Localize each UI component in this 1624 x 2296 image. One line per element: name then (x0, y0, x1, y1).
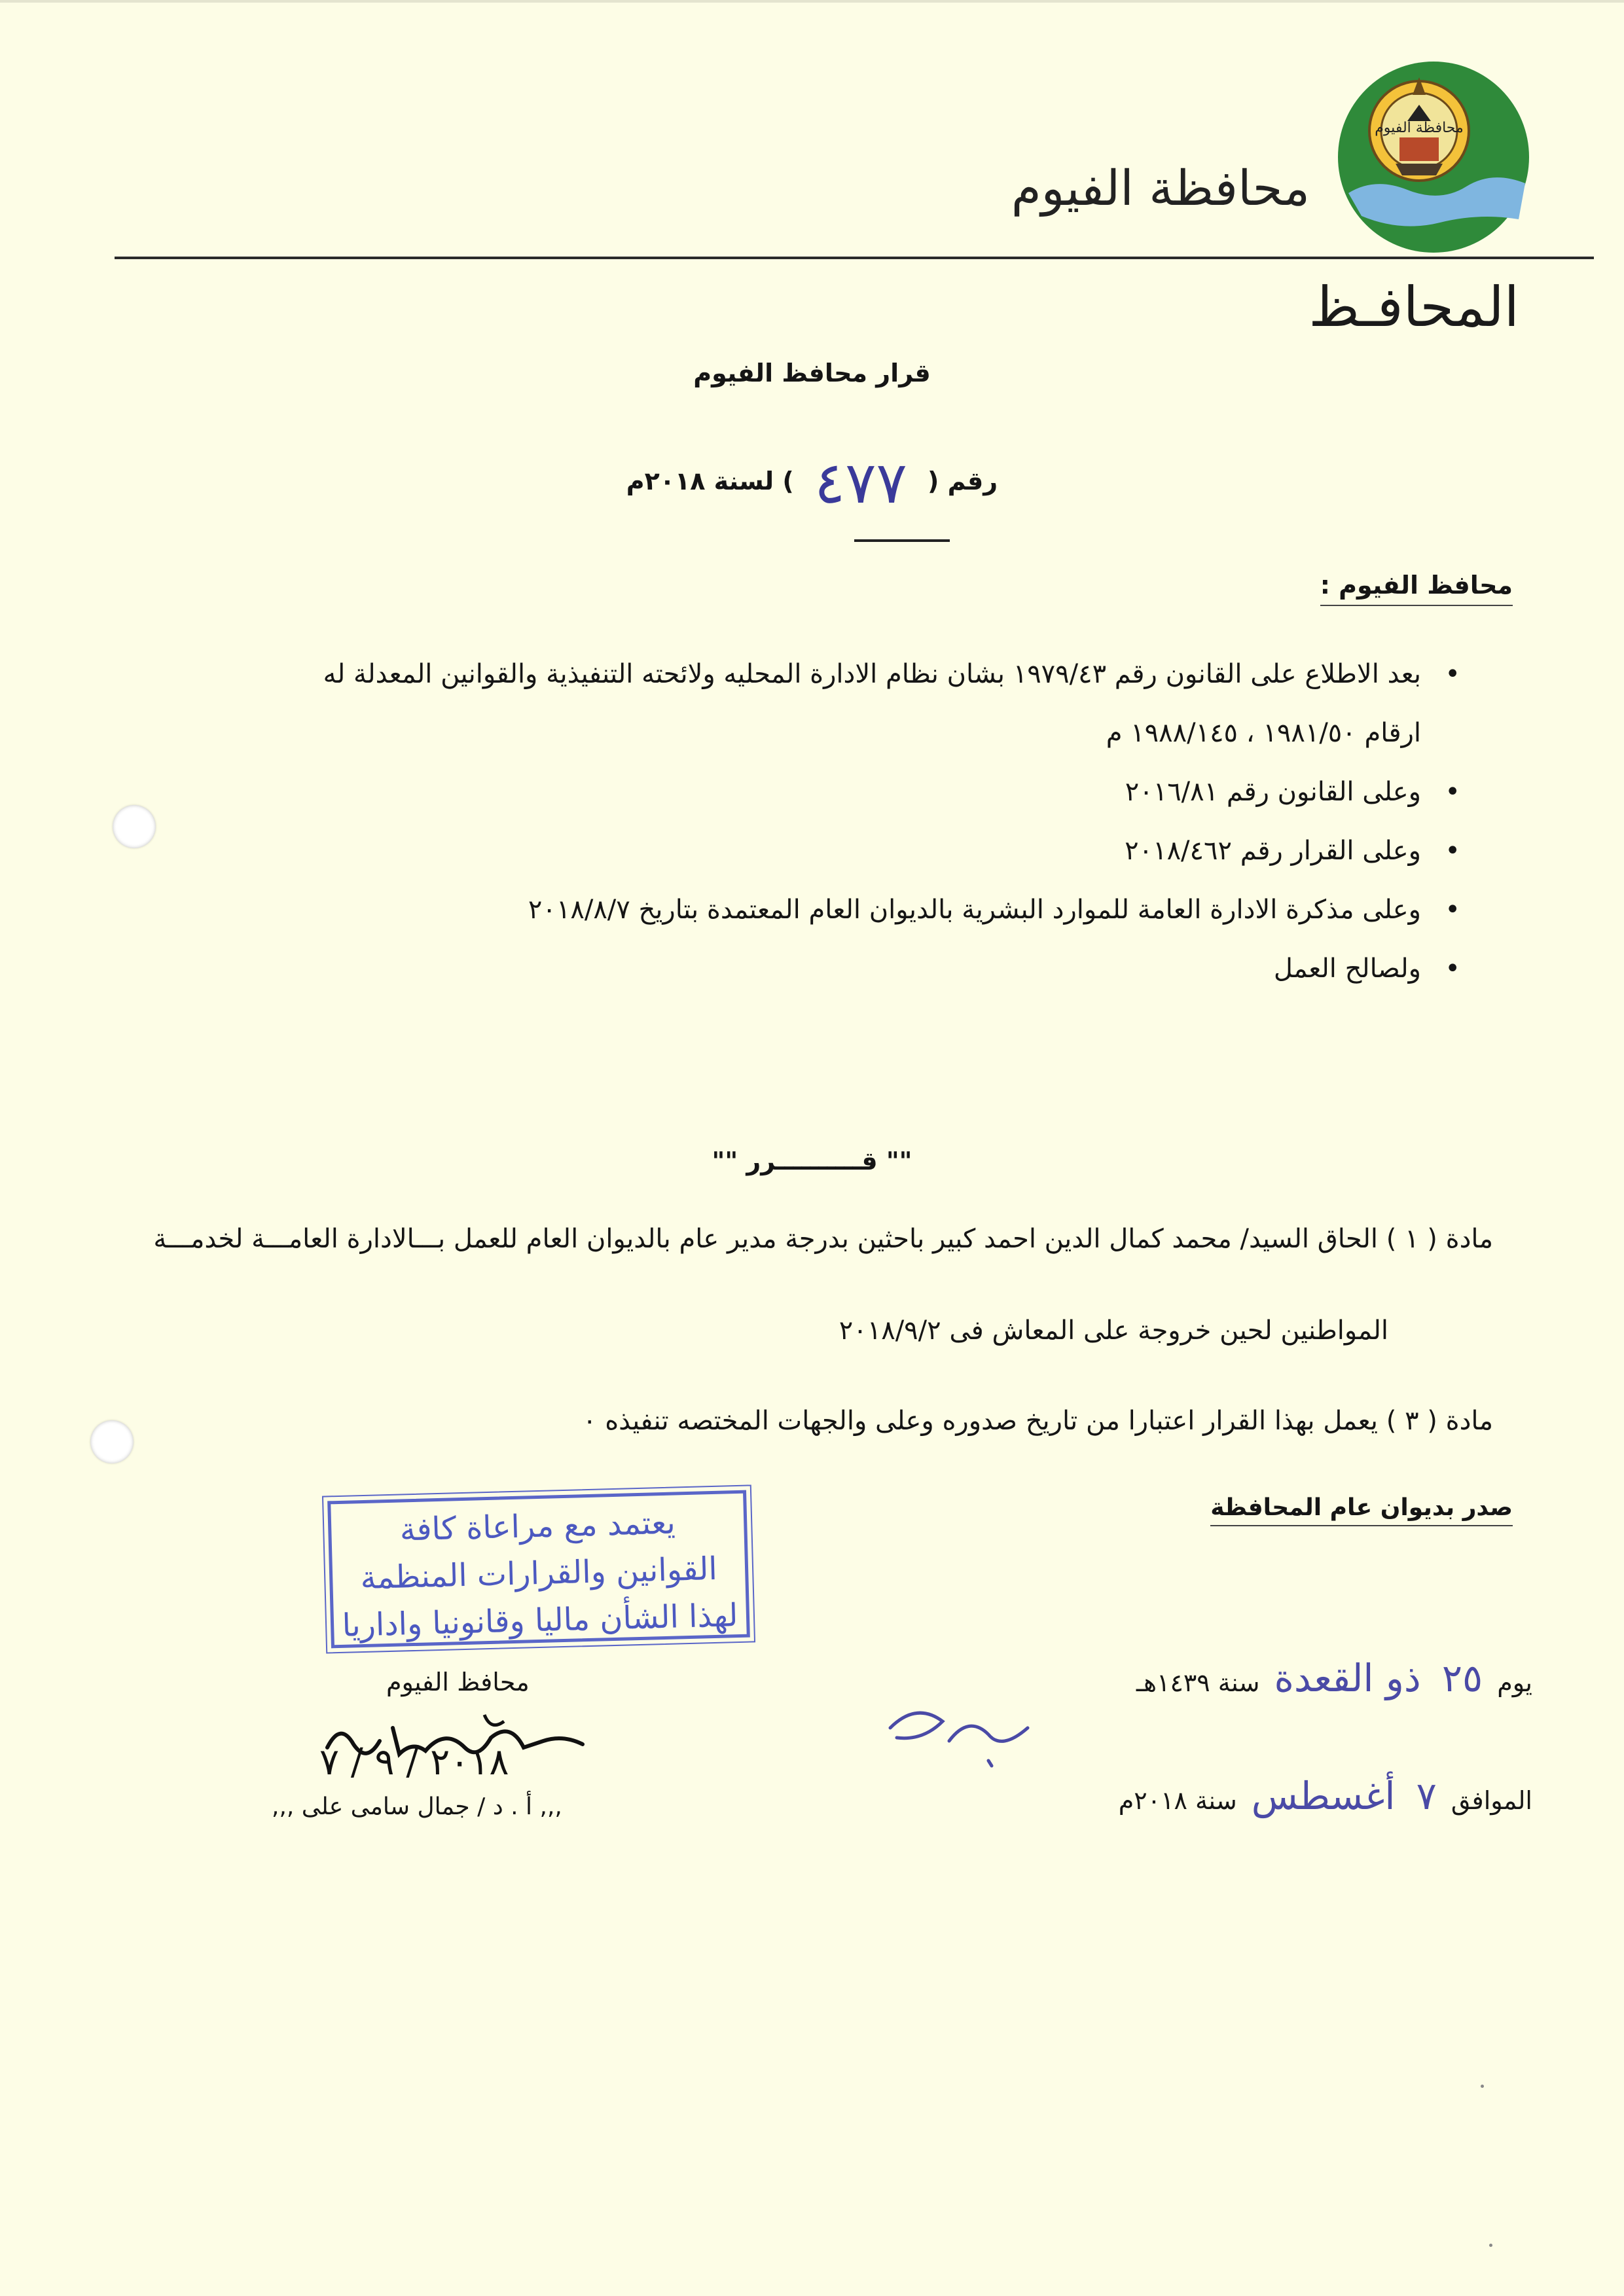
scan-speck (1481, 2085, 1484, 2088)
list-item (151, 939, 1460, 998)
preamble-subject-underline (1320, 605, 1513, 606)
decides-heading: "" قــــــــــرر "" (712, 1147, 912, 1175)
svg-text:محافظة الفيوم: محافظة الفيوم (1375, 120, 1464, 136)
preamble-item-line: بعد الاطلاع على القانون رقم ١٩٧٩/٤٣ بشان نظام الادارة المحليه ولائحته التنفيذية والقوانين المعدلة له (323, 659, 1421, 689)
hijri-year: سنة ١٤٣٩هـ (1136, 1668, 1260, 1697)
gregorian-year: سنة ٢٠١٨م (1118, 1786, 1237, 1815)
bullet-icon: • (1445, 777, 1460, 807)
gregorian-month-handwritten: أغسطس (1251, 1774, 1396, 1818)
stamp-line: يعتمد مع مراعاة كافة (399, 1504, 676, 1549)
signatory-title: محافظ الفيوم (386, 1668, 530, 1696)
hijri-day-handwritten: ٢٥ (1441, 1656, 1483, 1700)
logo-emblem-icon (1335, 59, 1532, 255)
decision-number-suffix: ) لسنة ٢٠١٨م (626, 467, 794, 495)
hijri-month-handwritten: ذو القعدة (1274, 1656, 1421, 1700)
list-item (151, 880, 1460, 939)
scan-speck (1489, 2244, 1492, 2247)
hijri-date-prefix: يوم (1497, 1668, 1532, 1697)
preamble-item-line: وعلى مذكرة الادارة العامة للموارد البشرية بالديوان العام المعتمدة بتاريخ ٢٠١٨/٨/٧ (528, 895, 1421, 925)
handwritten-initials-icon (871, 1689, 1041, 1787)
stamp-line: لهذا الشأن ماليا وقانونيا واداريا (342, 1597, 739, 1644)
list-item (151, 645, 1460, 762)
list-item (151, 762, 1460, 821)
preamble-subject (1320, 571, 1513, 600)
decision-title: قرار محافظ الفيوم (693, 359, 931, 387)
issued-at (1210, 1494, 1513, 1521)
signatory-name: ,,, أ . د / جمال سامى على ,,, (272, 1793, 562, 1820)
preamble-subject-text: محافظ الفيوم (1339, 571, 1513, 600)
governor-heading: المحافـظ (1308, 275, 1519, 339)
bullet-icon: • (1445, 954, 1460, 984)
hijri-date (1136, 1656, 1532, 1700)
preamble-item-line: ارقام ١٩٨١/٥٠ ، ١٩٨٨/١٤٥ م (1106, 718, 1421, 748)
preamble-item-line: وعلى القرار رقم ٢٠١٨/٤٦٢ (1125, 836, 1421, 866)
decision-number-prefix: رقم ( (928, 467, 998, 495)
stamp-line: القوانين والقرارات المنظمة (359, 1550, 718, 1597)
punch-hole (113, 805, 156, 848)
gregorian-date (1119, 1774, 1532, 1818)
article-3: مادة ( ٣ ) يعمل بهذا القرار اعتبارا من تاريخ صدوره وعلى والجهات المختصه تنفيذه ٠ (583, 1406, 1493, 1436)
preamble-subject-colon: : (1320, 571, 1330, 600)
bullet-icon: • (1445, 659, 1460, 689)
list-item (151, 821, 1460, 880)
article-1-line-2: المواطنين لحين خروجة على المعاش فى ٢٠١٨/٩/٢ (839, 1316, 1388, 1346)
issued-at-text: صدر بديوان عام المحافظة (1210, 1494, 1513, 1521)
decision-number-line (0, 449, 1624, 516)
governorate-name: محافظة الفيوم (1011, 160, 1310, 217)
decision-number-handwritten: ٤٧٧ (814, 449, 907, 516)
punch-hole (90, 1420, 134, 1463)
preamble-list (151, 645, 1460, 998)
header-divider (115, 257, 1594, 259)
bullet-icon: • (1445, 895, 1460, 925)
signature-handwritten-date: ٢٠١٨ / ٩ / ٧ (319, 1741, 509, 1784)
article-1-line-1: مادة ( ١ ) الحاق السيد/ محمد كمال الدين احمد كبير باحثين بدرجة مدير عام بالديوان العام للعمل بـــالادارة العامـــة لخدمـــة (153, 1224, 1493, 1254)
issued-at-underline (1210, 1525, 1513, 1526)
gregorian-day-handwritten: ٧ (1416, 1774, 1437, 1818)
title-underline (854, 539, 950, 542)
preamble-item-line: ولصالح العمل (1273, 954, 1421, 984)
preamble-item-line: وعلى القانون رقم ٢٠١٦/٨١ (1125, 777, 1421, 807)
gregorian-date-prefix: الموافق (1451, 1786, 1532, 1815)
governorate-logo (1335, 59, 1532, 255)
page-top-edge (0, 0, 1624, 3)
bullet-icon: • (1445, 836, 1460, 866)
approval-stamp (327, 1490, 750, 1649)
